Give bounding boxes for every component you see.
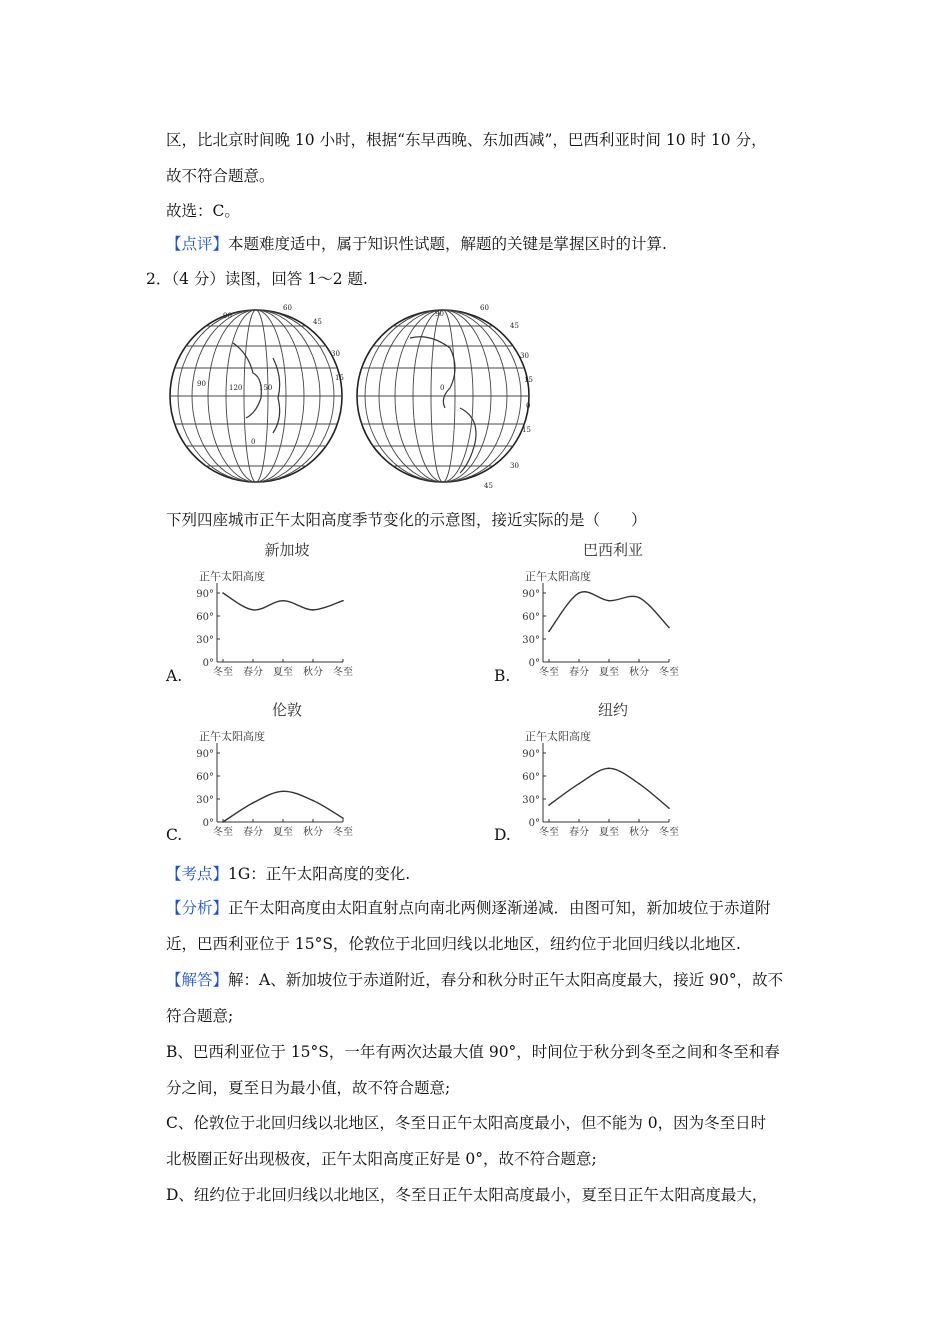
data-point	[608, 768, 610, 770]
data-point	[342, 600, 344, 602]
x-tick-label: 冬至	[659, 667, 679, 678]
data-point	[342, 817, 344, 819]
x-tick-label: 冬至	[659, 827, 679, 838]
y-tick-label: 90°	[196, 749, 214, 760]
analysis-tag: 【分析】	[166, 899, 229, 917]
review-line	[166, 232, 667, 254]
knowledge-point-text: 1G：正午太阳高度的变化.	[228, 865, 411, 883]
y-tick-label: 90°	[196, 589, 214, 600]
solution-text-1: 解：A、新加坡位于赤道附近，春分和秋分时正午太阳高度最大，接近 90°，故不	[228, 971, 784, 989]
globe-label: 15	[522, 426, 531, 434]
chart-new-york	[521, 698, 681, 848]
globe-label: 60	[283, 304, 292, 312]
globe-label: 90	[197, 380, 206, 388]
y-tick-label: 0°	[528, 818, 540, 829]
solution-line-1	[166, 968, 783, 990]
data-point	[578, 783, 580, 785]
data-point	[548, 804, 550, 806]
x-tick-label: 夏至	[599, 827, 619, 838]
chart-title: 伦敦	[271, 701, 303, 719]
globe-label: 120	[229, 384, 243, 392]
x-tick-label: 春分	[569, 667, 589, 678]
review-text: 本题难度适中，属于知识性试题，解题的关键是掌握区时的计算.	[228, 235, 667, 253]
globe-label: 45	[510, 322, 519, 330]
globe-left-image	[163, 298, 349, 494]
review-tag: 【点评】	[166, 235, 229, 253]
series-line	[549, 768, 669, 808]
globe-label: 60	[480, 304, 489, 312]
globe-label: 0	[251, 438, 256, 446]
x-tick-label: 秋分	[303, 827, 323, 838]
solution-b-line-1: B、巴西利亚位于 15°S，一年有两次达最大值 90°，时间位于秋分到冬至之间和冬至和春	[166, 1043, 780, 1061]
knowledge-point-tag: 【考点】	[166, 865, 229, 883]
y-tick-label: 30°	[196, 795, 214, 806]
y-tick-label: 60°	[522, 612, 540, 623]
solution-tag: 【解答】	[166, 971, 229, 989]
chart-singapore	[195, 538, 355, 688]
y-tick-label: 90°	[522, 749, 540, 760]
globe-label: 30	[331, 350, 340, 358]
globe-label: 45	[484, 482, 493, 490]
data-point	[252, 802, 254, 804]
globe-label: 45	[313, 318, 322, 326]
x-tick-label: 夏至	[273, 827, 293, 838]
x-tick-label: 夏至	[599, 667, 619, 678]
question-number: 2．	[146, 270, 172, 288]
y-tick-label: 60°	[196, 612, 214, 623]
x-tick-label: 秋分	[629, 667, 649, 678]
y-tick-label: 30°	[522, 795, 540, 806]
text-line-2: 故不符合题意。	[166, 167, 275, 185]
globe-label: 30	[510, 462, 519, 470]
globe-label: 15	[524, 376, 533, 384]
solution-c-line-2: 北极圈正好出现极夜，正午太阳高度正好是 0°，故不符合题意;	[166, 1150, 597, 1168]
globe-label: 90	[435, 310, 444, 318]
y-axis-label: 正午太阳高度	[199, 730, 265, 743]
x-tick-label: 冬至	[539, 667, 559, 678]
data-point	[282, 791, 284, 793]
y-tick-label: 30°	[522, 635, 540, 646]
analysis-line-1	[166, 896, 771, 918]
data-point	[548, 631, 550, 633]
data-point	[638, 597, 640, 599]
text-line-3: 故选：C。	[166, 202, 240, 220]
data-point	[578, 592, 580, 594]
series-line	[549, 592, 669, 632]
globe-right-image	[350, 298, 536, 494]
question-heading	[146, 267, 368, 289]
x-tick-label: 春分	[243, 827, 263, 838]
globe-label: 0	[440, 384, 445, 392]
x-tick-label: 冬至	[213, 827, 233, 838]
y-axis-label: 正午太阳高度	[525, 730, 591, 743]
chart-title: 巴西利亚	[582, 541, 644, 559]
globe-label: 30	[520, 352, 529, 360]
knowledge-point-line	[166, 862, 410, 884]
chart-london	[195, 698, 355, 848]
option-b-label: B.	[494, 667, 511, 685]
data-point	[312, 609, 314, 611]
analysis-line-2: 近，巴西利亚位于 15°S，伦敦位于北回归线以北地区，纽约位于北回归线以北地区.	[166, 935, 741, 953]
question-prompt: 下列四座城市正午太阳高度季节变化的示意图，接近实际的是（ ）	[166, 511, 647, 529]
y-tick-label: 90°	[522, 589, 540, 600]
y-tick-label: 0°	[202, 658, 214, 669]
x-tick-label: 秋分	[303, 667, 323, 678]
data-point	[252, 609, 254, 611]
solution-d-line-1: D、纽约位于北回归线以北地区，冬至日正午太阳高度最小，夏至日正午太阳高度最大，	[166, 1186, 768, 1204]
y-tick-label: 60°	[522, 772, 540, 783]
y-tick-label: 30°	[196, 635, 214, 646]
option-c-label: C.	[166, 826, 183, 844]
y-tick-label: 0°	[202, 818, 214, 829]
series-line	[223, 593, 343, 610]
series-line	[223, 791, 343, 822]
data-point	[668, 627, 670, 629]
chart-title: 新加坡	[264, 541, 310, 559]
x-tick-label: 秋分	[629, 827, 649, 838]
data-point	[222, 821, 224, 823]
option-a-label: A.	[166, 667, 183, 685]
y-axis-label: 正午太阳高度	[199, 570, 265, 583]
globe-label: 0	[526, 402, 531, 410]
question-text: （4 分）读图，回答 1～2 题.	[171, 270, 368, 288]
x-tick-label: 冬至	[213, 667, 233, 678]
y-tick-label: 0°	[528, 658, 540, 669]
x-tick-label: 冬至	[539, 827, 559, 838]
globe-label: 150	[259, 384, 273, 392]
chart-title: 纽约	[597, 701, 629, 719]
chart-brasilia	[521, 538, 681, 688]
data-point	[668, 807, 670, 809]
x-tick-label: 冬至	[333, 827, 353, 838]
analysis-text-1: 正午太阳高度由太阳直射点向南北两侧逐渐递减．由图可知，新加坡位于赤道附	[228, 899, 771, 917]
x-tick-label: 冬至	[333, 667, 353, 678]
data-point	[638, 783, 640, 785]
text-line-1: 区，比北京时间晚 10 小时，根据“东早西晚、东加西减”，巴西利亚时间 10 时 10 分，	[166, 131, 767, 149]
data-point	[608, 600, 610, 602]
solution-b-line-2: 分之间，夏至日为最小值，故不符合题意;	[166, 1079, 451, 1097]
data-point	[312, 800, 314, 802]
y-axis-label: 正午太阳高度	[525, 570, 591, 583]
globe-label: 15	[335, 374, 344, 382]
solution-c-line-1: C、伦敦位于北回归线以北地区，冬至日正午太阳高度最小，但不能为 0，因为冬至日时	[166, 1114, 767, 1132]
x-tick-label: 夏至	[273, 667, 293, 678]
option-d-label: D.	[494, 826, 511, 844]
x-tick-label: 春分	[243, 667, 263, 678]
x-tick-label: 春分	[569, 827, 589, 838]
globe-label: 90	[223, 312, 232, 320]
solution-line-2: 符合题意;	[166, 1007, 234, 1025]
data-point	[282, 600, 284, 602]
data-point	[222, 592, 224, 594]
y-tick-label: 60°	[196, 772, 214, 783]
